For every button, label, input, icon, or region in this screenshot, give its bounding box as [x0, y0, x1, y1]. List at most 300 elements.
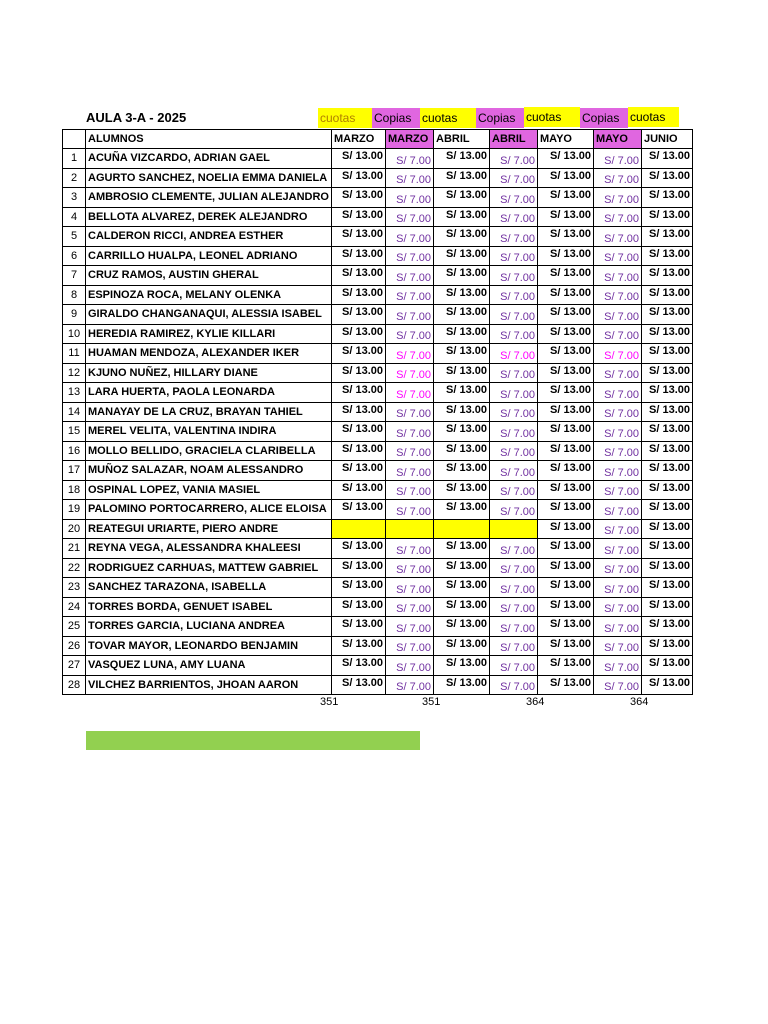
fee-cell: S/ 13.00	[332, 402, 386, 422]
copy-cell: S/ 7.00	[594, 227, 642, 247]
student-name: AGURTO SANCHEZ, NOELIA EMMA DANIELA	[86, 168, 332, 188]
copy-cell: S/ 7.00	[490, 227, 538, 247]
header-students: ALUMNOS	[86, 130, 332, 149]
student-name: GIRALDO CHANGANAQUI, ALESSIA ISABEL	[86, 305, 332, 325]
copy-cell: S/ 7.00	[386, 344, 434, 364]
copy-cell: S/ 7.00	[490, 207, 538, 227]
fee-cell: S/ 13.00	[434, 422, 490, 442]
table-row	[63, 305, 693, 325]
copy-cell: S/ 7.00	[594, 344, 642, 364]
fee-cell: S/ 13.00	[332, 168, 386, 188]
fee-cell: S/ 13.00	[332, 285, 386, 305]
copy-cell: S/ 7.00	[594, 578, 642, 598]
copy-cell: S/ 7.00	[490, 597, 538, 617]
fee-cell: S/ 13.00	[434, 500, 490, 520]
table-row	[63, 558, 693, 578]
fee-cell: S/ 13.00	[538, 558, 594, 578]
fee-cell: S/ 13.00	[538, 188, 594, 208]
copy-cell: S/ 7.00	[594, 597, 642, 617]
row-number: 9	[63, 305, 86, 325]
copy-cell: S/ 7.00	[490, 480, 538, 500]
copy-cell: S/ 7.00	[490, 344, 538, 364]
sheet-title: AULA 3-A - 2025	[86, 110, 187, 125]
copy-cell: S/ 7.00	[490, 149, 538, 169]
copy-cell: S/ 7.00	[490, 461, 538, 481]
copy-cell: S/ 7.00	[490, 266, 538, 286]
empty-cell	[434, 519, 490, 539]
copy-cell: S/ 7.00	[490, 558, 538, 578]
copy-cell: S/ 7.00	[490, 636, 538, 656]
total-junio: 364	[630, 696, 649, 708]
row-number: 17	[63, 461, 86, 481]
header-num	[63, 130, 86, 149]
fee-cell: S/ 13.00	[538, 519, 594, 539]
copy-cell: S/ 7.00	[386, 558, 434, 578]
table-row	[63, 441, 693, 461]
fee-cell: S/ 13.00	[434, 617, 490, 637]
fee-cell: S/ 13.00	[642, 675, 693, 695]
fee-cell: S/ 13.00	[332, 558, 386, 578]
fee-cell: S/ 13.00	[332, 422, 386, 442]
copy-cell: S/ 7.00	[594, 656, 642, 676]
fee-cell: S/ 13.00	[642, 500, 693, 520]
fee-cell: S/ 13.00	[642, 149, 693, 169]
student-name: HUAMAN MENDOZA, ALEXANDER IKER	[86, 344, 332, 364]
fee-cell: S/ 13.00	[434, 656, 490, 676]
copy-cell: S/ 7.00	[386, 285, 434, 305]
fee-cell: S/ 13.00	[642, 383, 693, 403]
fee-cell: S/ 13.00	[538, 305, 594, 325]
copy-cell: S/ 7.00	[386, 246, 434, 266]
row-number: 12	[63, 363, 86, 383]
header-month: ABRIL	[490, 130, 538, 149]
student-name: AMBROSIO CLEMENTE, JULIAN ALEJANDRO	[86, 188, 332, 208]
total-abril: 351	[422, 696, 441, 708]
fee-cell: S/ 13.00	[538, 149, 594, 169]
fee-cell: S/ 13.00	[538, 227, 594, 247]
fee-cell: S/ 13.00	[642, 539, 693, 559]
row-number: 15	[63, 422, 86, 442]
copy-cell: S/ 7.00	[490, 539, 538, 559]
copy-cell: S/ 7.00	[490, 617, 538, 637]
fee-cell: S/ 13.00	[538, 344, 594, 364]
student-name: ACUÑA VIZCARDO, ADRIAN GAEL	[86, 149, 332, 169]
fee-cell: S/ 13.00	[538, 597, 594, 617]
row-number: 24	[63, 597, 86, 617]
copy-cell: S/ 7.00	[490, 656, 538, 676]
fee-cell: S/ 13.00	[538, 578, 594, 598]
fee-cell: S/ 13.00	[642, 441, 693, 461]
fee-cell: S/ 13.00	[642, 558, 693, 578]
row-number: 8	[63, 285, 86, 305]
copy-cell: S/ 7.00	[594, 558, 642, 578]
student-name: HEREDIA RAMIREZ, KYLIE KILLARI	[86, 324, 332, 344]
fee-cell: S/ 13.00	[642, 578, 693, 598]
fee-cell: S/ 13.00	[434, 227, 490, 247]
fee-cell: S/ 13.00	[642, 363, 693, 383]
fee-cell: S/ 13.00	[332, 344, 386, 364]
fee-cell: S/ 13.00	[642, 305, 693, 325]
fee-cell: S/ 13.00	[642, 597, 693, 617]
fee-cell: S/ 13.00	[538, 422, 594, 442]
fee-cell: S/ 13.00	[538, 266, 594, 286]
fee-cell: S/ 13.00	[332, 207, 386, 227]
student-name: SANCHEZ TARAZONA, ISABELLA	[86, 578, 332, 598]
copy-cell: S/ 7.00	[386, 422, 434, 442]
top-label-marzo-copias: Copias	[372, 108, 420, 128]
fee-cell: S/ 13.00	[434, 402, 490, 422]
fee-cell: S/ 13.00	[642, 266, 693, 286]
student-name: KJUNO NUÑEZ, HILLARY DIANE	[86, 363, 332, 383]
student-name: MANAYAY DE LA CRUZ, BRAYAN TAHIEL	[86, 402, 332, 422]
copy-cell: S/ 7.00	[386, 227, 434, 247]
fee-cell: S/ 13.00	[434, 149, 490, 169]
copy-cell: S/ 7.00	[386, 324, 434, 344]
header-month: ABRIL	[434, 130, 490, 149]
copy-cell: S/ 7.00	[386, 383, 434, 403]
student-name: TOVAR MAYOR, LEONARDO BENJAMIN	[86, 636, 332, 656]
fee-cell: S/ 13.00	[642, 617, 693, 637]
empty-cell	[332, 519, 386, 539]
fee-cell: S/ 13.00	[332, 636, 386, 656]
copy-cell: S/ 7.00	[594, 149, 642, 169]
row-number: 27	[63, 656, 86, 676]
fee-cell: S/ 13.00	[332, 656, 386, 676]
copy-cell: S/ 7.00	[490, 168, 538, 188]
table-row	[63, 519, 693, 539]
copy-cell: S/ 7.00	[386, 636, 434, 656]
fee-cell: S/ 13.00	[642, 402, 693, 422]
table-row	[63, 344, 693, 364]
student-name: CALDERON RICCI, ANDREA ESTHER	[86, 227, 332, 247]
row-number: 2	[63, 168, 86, 188]
fee-cell: S/ 13.00	[538, 461, 594, 481]
fee-cell: S/ 13.00	[538, 480, 594, 500]
table-row	[63, 266, 693, 286]
fee-cell: S/ 13.00	[332, 149, 386, 169]
empty-cell	[490, 519, 538, 539]
student-name: MOLLO BELLIDO, GRACIELA CLARIBELLA	[86, 441, 332, 461]
top-label-marzo-cuotas: cuotas	[318, 108, 372, 128]
fee-cell: S/ 13.00	[642, 188, 693, 208]
copy-cell: S/ 7.00	[490, 383, 538, 403]
student-name: CARRILLO HUALPA, LEONEL ADRIANO	[86, 246, 332, 266]
copy-cell: S/ 7.00	[594, 266, 642, 286]
fee-cell: S/ 13.00	[434, 539, 490, 559]
fee-cell: S/ 13.00	[434, 597, 490, 617]
fee-cell: S/ 13.00	[538, 285, 594, 305]
header-month: MARZO	[386, 130, 434, 149]
student-name: RODRIGUEZ CARHUAS, MATTEW GABRIEL	[86, 558, 332, 578]
copy-cell: S/ 7.00	[490, 285, 538, 305]
copy-cell: S/ 7.00	[386, 305, 434, 325]
copy-cell: S/ 7.00	[594, 422, 642, 442]
student-name: TORRES GARCIA, LUCIANA ANDREA	[86, 617, 332, 637]
row-number: 4	[63, 207, 86, 227]
row-number: 1	[63, 149, 86, 169]
copy-cell: S/ 7.00	[490, 246, 538, 266]
top-label-mayo-cuotas: cuotas	[524, 107, 580, 127]
copy-cell: S/ 7.00	[490, 324, 538, 344]
fee-cell: S/ 13.00	[538, 441, 594, 461]
row-number: 25	[63, 617, 86, 637]
header-month: MARZO	[332, 130, 386, 149]
fee-cell: S/ 13.00	[332, 305, 386, 325]
fee-cell: S/ 13.00	[434, 441, 490, 461]
fee-cell: S/ 13.00	[332, 324, 386, 344]
student-name: PALOMINO PORTOCARRERO, ALICE ELOISA	[86, 500, 332, 520]
row-number: 6	[63, 246, 86, 266]
fee-cell: S/ 13.00	[642, 461, 693, 481]
fee-cell: S/ 13.00	[434, 578, 490, 598]
copy-cell: S/ 7.00	[594, 675, 642, 695]
student-name: TORRES BORDA, GENUET ISABEL	[86, 597, 332, 617]
fee-cell: S/ 13.00	[332, 675, 386, 695]
copy-cell: S/ 7.00	[386, 656, 434, 676]
table-row	[63, 227, 693, 247]
student-name: MEREL VELITA, VALENTINA INDIRA	[86, 422, 332, 442]
fee-cell: S/ 13.00	[332, 188, 386, 208]
row-number: 13	[63, 383, 86, 403]
top-label-mayo-copias: Copias	[580, 108, 628, 128]
fee-cell: S/ 13.00	[642, 285, 693, 305]
top-label-abril-copias: Copias	[476, 108, 524, 128]
fee-cell: S/ 13.00	[332, 539, 386, 559]
header-month: MAYO	[594, 130, 642, 149]
fee-cell: S/ 13.00	[332, 500, 386, 520]
row-number: 16	[63, 441, 86, 461]
fee-cell: S/ 13.00	[434, 480, 490, 500]
copy-cell: S/ 7.00	[386, 363, 434, 383]
fee-cell: S/ 13.00	[538, 617, 594, 637]
fee-cell: S/ 13.00	[434, 636, 490, 656]
copy-cell: S/ 7.00	[594, 188, 642, 208]
fee-cell: S/ 13.00	[538, 656, 594, 676]
student-name: ESPINOZA ROCA, MELANY OLENKA	[86, 285, 332, 305]
fee-cell: S/ 13.00	[642, 324, 693, 344]
table-row	[63, 578, 693, 598]
header-month: MAYO	[538, 130, 594, 149]
fee-cell: S/ 13.00	[538, 539, 594, 559]
fee-cell: S/ 13.00	[642, 168, 693, 188]
copy-cell: S/ 7.00	[594, 285, 642, 305]
copy-cell: S/ 7.00	[594, 305, 642, 325]
copy-cell: S/ 7.00	[386, 461, 434, 481]
copy-cell: S/ 7.00	[594, 539, 642, 559]
fee-cell: S/ 13.00	[434, 383, 490, 403]
student-name: BELLOTA ALVAREZ, DEREK ALEJANDRO	[86, 207, 332, 227]
fee-cell: S/ 13.00	[538, 246, 594, 266]
copy-cell: S/ 7.00	[490, 422, 538, 442]
empty-cell	[386, 519, 434, 539]
header-row	[63, 130, 693, 149]
student-name: REYNA VEGA, ALESSANDRA KHALEESI	[86, 539, 332, 559]
fee-cell: S/ 13.00	[434, 305, 490, 325]
copy-cell: S/ 7.00	[594, 168, 642, 188]
table-row	[63, 363, 693, 383]
total-mayo: 364	[526, 696, 545, 708]
copy-cell: S/ 7.00	[386, 578, 434, 598]
copy-cell: S/ 7.00	[490, 500, 538, 520]
fee-cell: S/ 13.00	[642, 422, 693, 442]
table-row	[63, 500, 693, 520]
fee-cell: S/ 13.00	[332, 246, 386, 266]
table-row	[63, 168, 693, 188]
student-name: MUÑOZ SALAZAR, NOAM ALESSANDRO	[86, 461, 332, 481]
copy-cell: S/ 7.00	[490, 402, 538, 422]
row-number: 11	[63, 344, 86, 364]
fee-cell: S/ 13.00	[642, 246, 693, 266]
row-number: 28	[63, 675, 86, 695]
copy-cell: S/ 7.00	[386, 500, 434, 520]
fee-cell: S/ 13.00	[434, 461, 490, 481]
copy-cell: S/ 7.00	[594, 441, 642, 461]
table-row	[63, 402, 693, 422]
student-name: REATEGUI URIARTE, PIERO ANDRE	[86, 519, 332, 539]
fee-cell: S/ 13.00	[642, 636, 693, 656]
fee-cell: S/ 13.00	[538, 636, 594, 656]
total-marzo: 351	[320, 696, 339, 708]
fee-cell: S/ 13.00	[332, 441, 386, 461]
fee-cell: S/ 13.00	[434, 344, 490, 364]
fee-cell: S/ 13.00	[642, 519, 693, 539]
row-number: 5	[63, 227, 86, 247]
table-row	[63, 675, 693, 695]
green-highlight-bar	[86, 731, 420, 750]
table-row	[63, 597, 693, 617]
copy-cell: S/ 7.00	[594, 324, 642, 344]
copy-cell: S/ 7.00	[490, 188, 538, 208]
copy-cell: S/ 7.00	[386, 441, 434, 461]
row-number: 7	[63, 266, 86, 286]
table-row	[63, 539, 693, 559]
fee-cell: S/ 13.00	[332, 227, 386, 247]
copy-cell: S/ 7.00	[386, 207, 434, 227]
copy-cell: S/ 7.00	[594, 246, 642, 266]
fee-cell: S/ 13.00	[538, 363, 594, 383]
student-name: VASQUEZ LUNA, AMY LUANA	[86, 656, 332, 676]
fee-cell: S/ 13.00	[434, 188, 490, 208]
fee-cell: S/ 13.00	[538, 500, 594, 520]
copy-cell: S/ 7.00	[386, 480, 434, 500]
copy-cell: S/ 7.00	[386, 188, 434, 208]
top-label-abril-cuotas: cuotas	[420, 108, 476, 128]
fee-cell: S/ 13.00	[434, 266, 490, 286]
table-row	[63, 188, 693, 208]
fee-cell: S/ 13.00	[434, 207, 490, 227]
student-name: OSPINAL LOPEZ, VANIA MASIEL	[86, 480, 332, 500]
fee-cell: S/ 13.00	[538, 675, 594, 695]
copy-cell: S/ 7.00	[490, 578, 538, 598]
table-row	[63, 422, 693, 442]
copy-cell: S/ 7.00	[386, 675, 434, 695]
fee-cell: S/ 13.00	[434, 558, 490, 578]
table-row	[63, 149, 693, 169]
copy-cell: S/ 7.00	[490, 675, 538, 695]
fee-cell: S/ 13.00	[332, 617, 386, 637]
table-row	[63, 617, 693, 637]
student-name: CRUZ RAMOS, AUSTIN GHERAL	[86, 266, 332, 286]
copy-cell: S/ 7.00	[386, 597, 434, 617]
table-row	[63, 461, 693, 481]
student-name: LARA HUERTA, PAOLA LEONARDA	[86, 383, 332, 403]
row-number: 21	[63, 539, 86, 559]
fee-cell: S/ 13.00	[434, 363, 490, 383]
header-month: JUNIO	[642, 130, 693, 149]
copy-cell: S/ 7.00	[386, 402, 434, 422]
fee-cell: S/ 13.00	[538, 402, 594, 422]
copy-cell: S/ 7.00	[594, 636, 642, 656]
fee-cell: S/ 13.00	[332, 266, 386, 286]
fee-cell: S/ 13.00	[434, 246, 490, 266]
fee-cell: S/ 13.00	[642, 227, 693, 247]
copy-cell: S/ 7.00	[594, 500, 642, 520]
fee-cell: S/ 13.00	[538, 324, 594, 344]
fee-cell: S/ 13.00	[538, 383, 594, 403]
copy-cell: S/ 7.00	[594, 617, 642, 637]
table-row	[63, 324, 693, 344]
table-row	[63, 383, 693, 403]
row-number: 10	[63, 324, 86, 344]
row-number: 18	[63, 480, 86, 500]
fee-cell: S/ 13.00	[642, 344, 693, 364]
copy-cell: S/ 7.00	[594, 383, 642, 403]
fee-cell: S/ 13.00	[434, 324, 490, 344]
row-number: 22	[63, 558, 86, 578]
copy-cell: S/ 7.00	[490, 441, 538, 461]
fee-cell: S/ 13.00	[434, 168, 490, 188]
top-label-junio-cuotas: cuotas	[628, 107, 679, 127]
fee-cell: S/ 13.00	[642, 480, 693, 500]
copy-cell: S/ 7.00	[594, 207, 642, 227]
copy-cell: S/ 7.00	[386, 539, 434, 559]
row-number: 20	[63, 519, 86, 539]
student-name: VILCHEZ BARRIENTOS, JHOAN AARON	[86, 675, 332, 695]
row-number: 3	[63, 188, 86, 208]
fee-cell: S/ 13.00	[332, 461, 386, 481]
table-row	[63, 656, 693, 676]
table-row	[63, 285, 693, 305]
fee-cell: S/ 13.00	[332, 383, 386, 403]
table-row	[63, 207, 693, 227]
copy-cell: S/ 7.00	[594, 363, 642, 383]
fee-cell: S/ 13.00	[434, 285, 490, 305]
fee-cell: S/ 13.00	[642, 207, 693, 227]
fees-table	[62, 129, 693, 695]
fee-cell: S/ 13.00	[434, 675, 490, 695]
fee-cell: S/ 13.00	[538, 168, 594, 188]
copy-cell: S/ 7.00	[386, 149, 434, 169]
row-number: 26	[63, 636, 86, 656]
fee-cell: S/ 13.00	[332, 363, 386, 383]
row-number: 23	[63, 578, 86, 598]
fee-cell: S/ 13.00	[538, 207, 594, 227]
copy-cell: S/ 7.00	[594, 519, 642, 539]
copy-cell: S/ 7.00	[386, 168, 434, 188]
copy-cell: S/ 7.00	[490, 363, 538, 383]
fee-cell: S/ 13.00	[332, 578, 386, 598]
fee-cell: S/ 13.00	[332, 597, 386, 617]
row-number: 19	[63, 500, 86, 520]
copy-cell: S/ 7.00	[386, 266, 434, 286]
copy-cell: S/ 7.00	[594, 461, 642, 481]
fee-cell: S/ 13.00	[332, 480, 386, 500]
table-row	[63, 480, 693, 500]
copy-cell: S/ 7.00	[594, 480, 642, 500]
fee-cell: S/ 13.00	[642, 656, 693, 676]
row-number: 14	[63, 402, 86, 422]
copy-cell: S/ 7.00	[594, 402, 642, 422]
